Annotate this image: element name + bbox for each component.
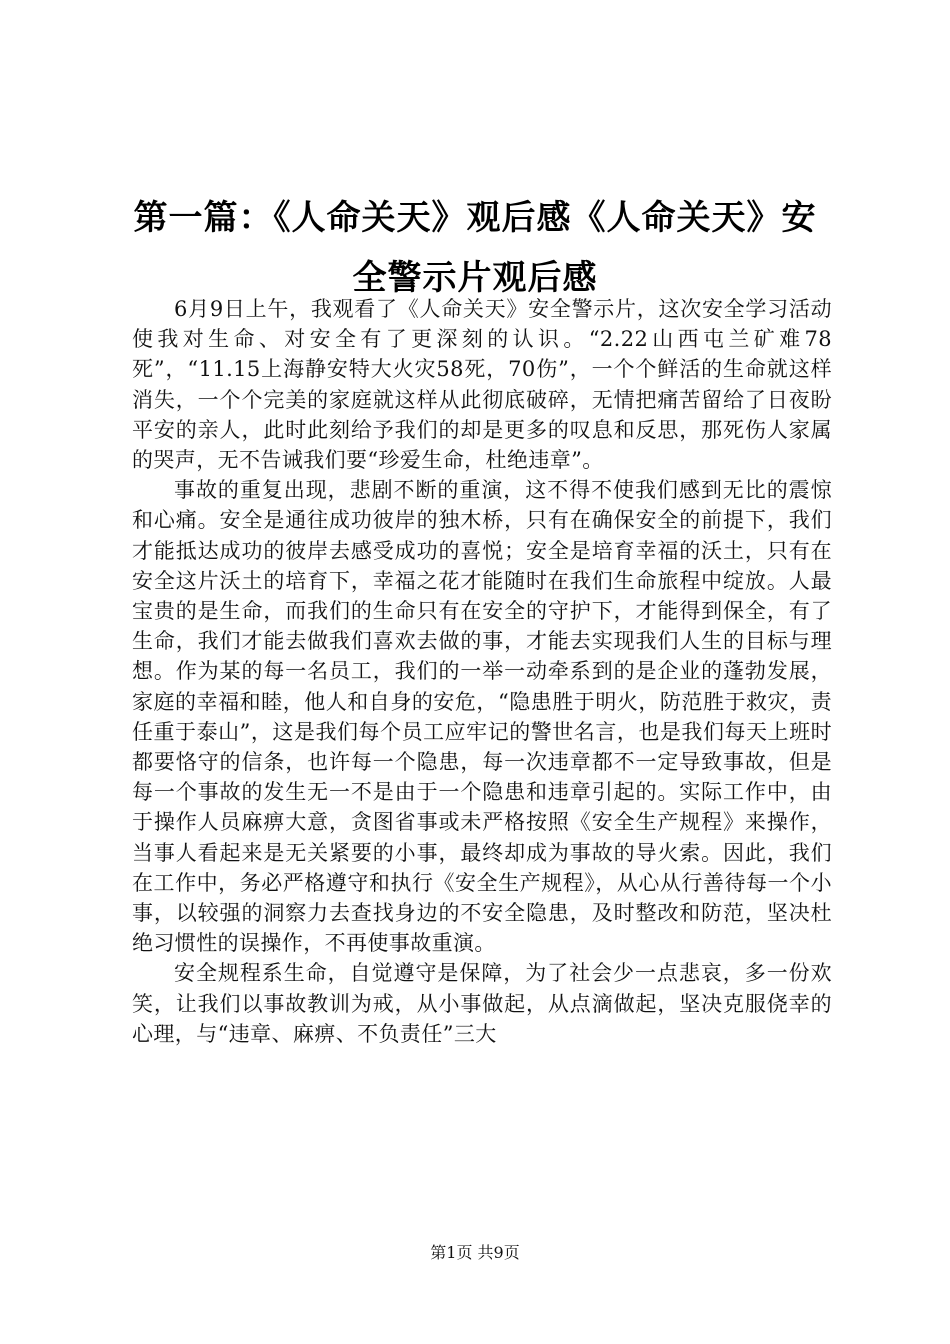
- page-number-footer: 第1页 共9页: [430, 1243, 520, 1262]
- body-paragraph: 6月9日上午，我观看了《人命关天》安全警示片，这次安全学习活动使我对生命、对安全有了更深刻的认识。“2.22山西屯兰矿难78死”，“11.15上海静安特大火灾58死，70伤”，一个个鲜活的生命就这样消失，一个个完美的家庭就这样从此彻底破碎，无情把痛苦留给了日夜盼平安的亲人，此时此刻给予我们的却是更多的叹息和反思，那死伤人家属的哭声，无不告诫我们要“珍爱生命，杜绝违章”。: [132, 297, 832, 473]
- document-body: [132, 294, 832, 1049]
- body-paragraph: 安全规程系生命，自觉遵守是保障，为了社会少一点悲哀，多一份欢笑，让我们以事故教训为戒，从小事做起，从点滴做起，坚决克服侥幸的心理，与“违章、麻痹、不负责任”三大: [132, 961, 832, 1046]
- document-title: 第一篇：《人命关天》观后感《人命关天》安全警示片观后感: [133, 198, 817, 298]
- body-paragraph: 事故的重复出现，悲剧不断的重演，这不得不使我们感到无比的震惊和心痛。安全是通往成功彼岸的独木桥，只有在确保安全的前提下，我们才能抵达成功的彼岸去感受成功的喜悦；安全是培育幸福的沃土，只有在安全这片沃土的培育下，幸福之花才能随时在我们生命旅程中绽放。人最宝贵的是生命，而我们的生命只有在安全的守护下，才能得到保全，有了生命，我们才能去做我们喜欢去做的事，才能去实现我们人生的目标与理想。作为某的每一名员工，我们的一举一动牵系到的是企业的蓬勃发展，家庭的幸福和睦，他人和自身的安危，“隐患胜于明火，防范胜于救灾，责任重于泰山”，这是我们每个员工应牢记的警世名言，也是我们每天上班时都要恪守的信条，也许每一个隐患，每一次违章都不一定导致事故，但是每一个事故的发生无一不是由于一个隐患和违章引起的。实际工作中，由于操作人员麻痹大意，贪图省事或未严格按照《安全生产规程》来操作，当事人看起来是无关紧要的小事，最终却成为事故的导火索。因此，我们在工作中，务必严格遵守和执行《安全生产规程》，从心从行善待每一个小事，以较强的洞察力去查找身边的不安全隐患，及时整改和防范，坚决杜绝习惯性的误操作，不再使事故重演。: [132, 478, 832, 956]
